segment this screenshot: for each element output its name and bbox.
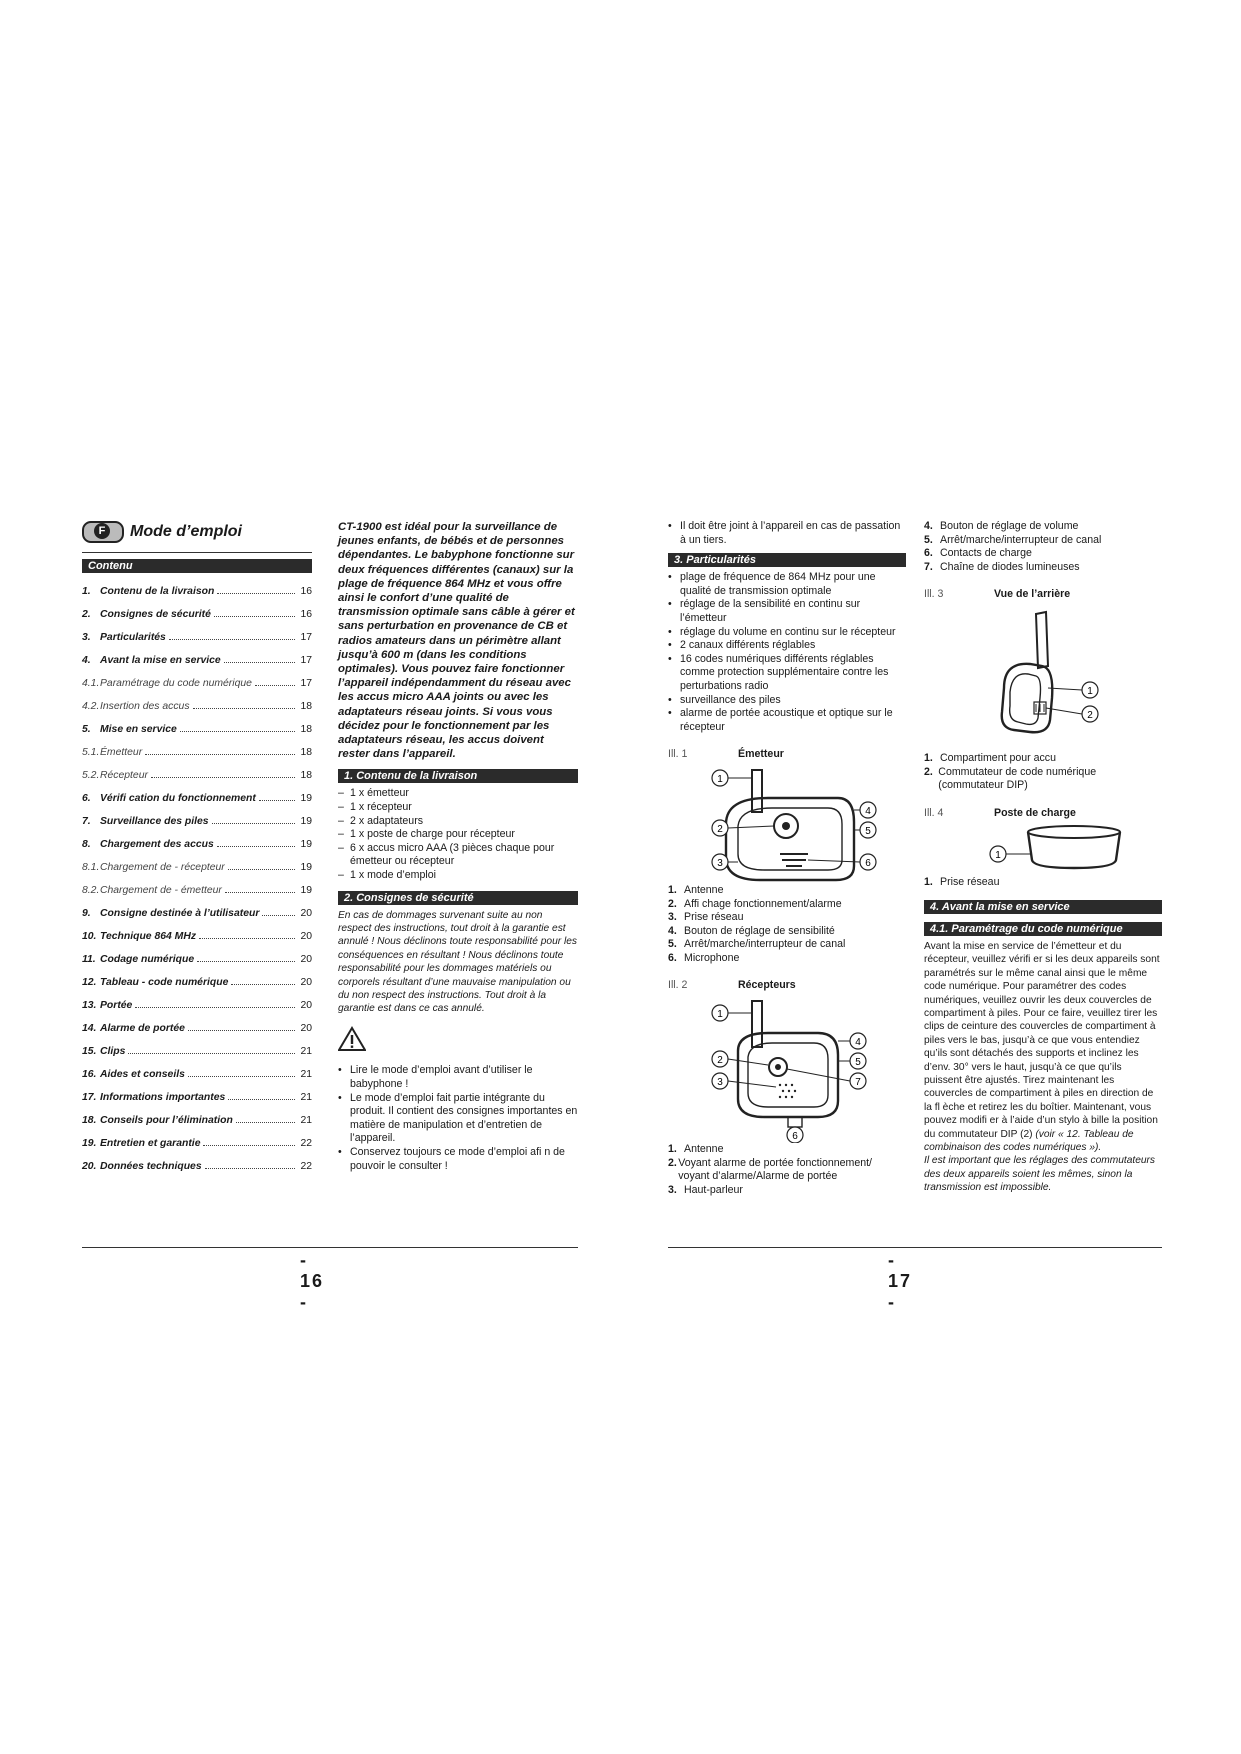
legend-number: 1. bbox=[668, 1143, 677, 1156]
toc-number: 10. bbox=[82, 931, 97, 942]
section41-heading: 4.1. Paramétrage du code numérique bbox=[924, 922, 1162, 936]
list-item: – 6 x accus micro AAA (3 pièces chaque pour émetteur ou récepteur bbox=[338, 842, 578, 869]
list-item: – 1 x récepteur bbox=[338, 801, 578, 815]
toc-page-number: 19 bbox=[300, 885, 312, 896]
toc-leader-dots bbox=[225, 892, 295, 893]
toc-number: 5.1. bbox=[82, 747, 100, 758]
toc-number: 18. bbox=[82, 1115, 97, 1126]
toc-number: 8.1. bbox=[82, 862, 100, 873]
toc-page-number: 20 bbox=[300, 1023, 312, 1034]
language-badge-icon bbox=[82, 521, 124, 543]
svg-text:3: 3 bbox=[717, 1077, 723, 1089]
toc-leader-dots bbox=[217, 593, 295, 594]
legend-item bbox=[924, 876, 1162, 890]
toc-leader-dots bbox=[262, 915, 295, 916]
section1-heading: 1. Contenu de la livraison bbox=[338, 769, 578, 783]
svg-text:6: 6 bbox=[792, 1131, 798, 1143]
digital-code-text bbox=[924, 940, 1162, 1195]
fig3-title: Vue de l’arrière bbox=[994, 588, 1071, 601]
fig1-title: Émetteur bbox=[738, 748, 784, 761]
toc-number: 11. bbox=[82, 954, 96, 965]
toc-row bbox=[82, 723, 312, 746]
toc-page-number: 17 bbox=[300, 655, 312, 666]
legend-text: Antenne bbox=[684, 1143, 724, 1156]
svg-text:6: 6 bbox=[865, 857, 871, 869]
manual-header bbox=[82, 520, 312, 544]
legend-number: 6. bbox=[668, 951, 677, 964]
toc-row bbox=[82, 1045, 312, 1068]
legend-text: Affi chage fonctionnement/alarme bbox=[684, 897, 842, 910]
toc-page-number: 21 bbox=[300, 1069, 312, 1080]
fig2-title: Récepteurs bbox=[738, 979, 796, 992]
legend-item bbox=[924, 547, 1162, 561]
section2-heading: 2. Consignes de sécurité bbox=[338, 891, 578, 905]
toc-row bbox=[82, 1160, 312, 1183]
toc-number: 2. bbox=[82, 609, 91, 620]
legend-text: Prise réseau bbox=[940, 876, 1000, 889]
toc-row bbox=[82, 746, 312, 769]
fig4-legend bbox=[924, 876, 1162, 890]
legend-text: Commutateur de code numérique (commutateur DIP) bbox=[938, 765, 1097, 792]
charging-station-illustration bbox=[924, 820, 1162, 876]
toc-page-number: 18 bbox=[300, 747, 312, 758]
toc-page-number: 17 bbox=[300, 632, 312, 643]
toc-page-number: 19 bbox=[300, 862, 312, 873]
legend-text: Bouton de réglage de volume bbox=[940, 520, 1079, 532]
toc-number: 4.1. bbox=[82, 678, 100, 689]
toc-row bbox=[82, 930, 312, 953]
digital-code-note: Il est important que les réglages des commutateurs des deux appareils soient les mêmes, sinon la transmission est impossible. bbox=[924, 1155, 1156, 1194]
toc-number: 6. bbox=[82, 793, 91, 804]
list-item: • alarme de portée acoustique et optique sur le récepteur bbox=[668, 707, 906, 734]
toc-title: Consigne destinée à l’utilisateur bbox=[100, 908, 260, 919]
legend-text: Chaîne de diodes lumineuses bbox=[940, 560, 1080, 573]
fig1-label: Ill. 1 bbox=[668, 748, 688, 761]
toc-row bbox=[82, 861, 312, 884]
toc-page-number: 22 bbox=[300, 1138, 312, 1149]
toc-title: Entretien et garantie bbox=[100, 1138, 201, 1149]
toc-title: Aides et conseils bbox=[100, 1069, 185, 1080]
toc-title: Vérifi cation du fonctionnement bbox=[100, 793, 256, 804]
toc-title: Récepteur bbox=[100, 770, 148, 781]
toc-row bbox=[82, 815, 312, 838]
digital-code-reference: (voir « 12. Tableau de combinaison des codes numériques »). bbox=[924, 1128, 1134, 1154]
toc-row bbox=[82, 608, 312, 631]
manual-title: Mode d’emploi bbox=[130, 523, 242, 541]
legend-number: 2. bbox=[668, 1156, 677, 1169]
legend-item bbox=[668, 952, 906, 966]
svg-text:1: 1 bbox=[1087, 685, 1093, 697]
intro-column bbox=[338, 520, 578, 1173]
toc-leader-dots bbox=[197, 961, 295, 962]
toc-title: Particularités bbox=[100, 632, 166, 643]
toc-leader-dots bbox=[180, 731, 295, 732]
toc-title: Avant la mise en service bbox=[100, 655, 221, 666]
legend-text: Microphone bbox=[684, 951, 740, 964]
fig2-legend bbox=[668, 1143, 906, 1197]
toc-title: Portée bbox=[100, 1000, 133, 1011]
toc-leader-dots bbox=[193, 708, 295, 709]
fig1-legend bbox=[668, 884, 906, 966]
svg-text:1: 1 bbox=[995, 850, 1001, 862]
toc-number: 15. bbox=[82, 1046, 97, 1057]
toc-column bbox=[82, 520, 312, 1183]
fig2-label: Ill. 2 bbox=[668, 979, 688, 992]
fig1-header bbox=[668, 748, 906, 762]
fig2-header bbox=[668, 979, 906, 993]
toc-page-number: 20 bbox=[300, 931, 312, 942]
list-item: – 1 x émetteur bbox=[338, 787, 578, 801]
list-item: • 2 canaux différents réglables bbox=[668, 639, 906, 653]
legend-text: Compartiment pour accu bbox=[940, 751, 1056, 764]
header-divider bbox=[82, 552, 312, 553]
toc-title: Technique 864 MHz bbox=[100, 931, 197, 942]
toc-leader-dots bbox=[188, 1030, 295, 1031]
toc-row bbox=[82, 999, 312, 1022]
toc-leader-dots bbox=[236, 1122, 295, 1123]
fig2-legend-continued bbox=[924, 520, 1162, 574]
list-item: – 1 x poste de charge pour récepteur bbox=[338, 828, 578, 842]
toc-row bbox=[82, 976, 312, 999]
section4-heading: 4. Avant la mise en service bbox=[924, 900, 1162, 914]
legend-text: Antenne bbox=[684, 883, 724, 896]
legend-item bbox=[668, 938, 906, 952]
toc-number: 7. bbox=[82, 816, 91, 827]
toc-title: Insertion des accus bbox=[100, 701, 190, 712]
toc-row bbox=[82, 884, 312, 907]
section3-heading: 3. Particularités bbox=[668, 553, 906, 567]
toc-number: 8.2. bbox=[82, 885, 100, 896]
legend-text: Arrêt/marche/interrupteur de canal bbox=[684, 938, 846, 951]
legend-item bbox=[924, 752, 1162, 766]
legend-item bbox=[668, 884, 906, 898]
toc-title: Chargement des accus bbox=[100, 839, 214, 850]
transmitter-illustration bbox=[668, 762, 906, 884]
toc-page-number: 18 bbox=[300, 701, 312, 712]
toc-page-number: 17 bbox=[300, 678, 312, 689]
legend-number: 2. bbox=[668, 897, 677, 910]
legend-number: 1. bbox=[668, 883, 677, 896]
features-list bbox=[668, 571, 906, 734]
svg-text:4: 4 bbox=[855, 1037, 861, 1049]
svg-text:2: 2 bbox=[717, 823, 723, 835]
toc-row bbox=[82, 1114, 312, 1137]
toc-row bbox=[82, 654, 312, 677]
toc-number: 5. bbox=[82, 724, 91, 735]
toc-leader-dots bbox=[224, 662, 295, 663]
toc-leader-dots bbox=[145, 754, 295, 755]
legend-number: 2. bbox=[924, 765, 933, 778]
toc-leader-dots bbox=[228, 1099, 295, 1100]
fig3-legend bbox=[924, 752, 1162, 793]
legend-item bbox=[668, 898, 906, 912]
toc-leader-dots bbox=[214, 616, 295, 617]
toc-page-number: 19 bbox=[300, 839, 312, 850]
toc-number: 5.2. bbox=[82, 770, 100, 781]
legend-item bbox=[668, 925, 906, 939]
toc-row bbox=[82, 792, 312, 815]
toc-leader-dots bbox=[255, 685, 295, 686]
toc-page-number: 20 bbox=[300, 908, 312, 919]
toc-leader-dots bbox=[135, 1007, 295, 1008]
toc-title: Conseils pour l’élimination bbox=[100, 1115, 233, 1126]
toc-number: 19. bbox=[82, 1138, 97, 1149]
toc-number: 9. bbox=[82, 908, 91, 919]
toc-page-number: 19 bbox=[300, 793, 312, 804]
toc-leader-dots bbox=[228, 869, 295, 870]
toc-leader-dots bbox=[212, 823, 295, 824]
fig4-header bbox=[924, 807, 1162, 821]
svg-text:1: 1 bbox=[717, 1009, 723, 1021]
page-number-16: - 16 - bbox=[300, 1250, 325, 1312]
legend-number: 5. bbox=[668, 938, 677, 951]
svg-text:1: 1 bbox=[717, 773, 723, 785]
features-column bbox=[668, 520, 906, 1197]
language-badge-letter: F bbox=[94, 523, 110, 539]
list-item: • Le mode d’emploi fait partie intégrante du produit. Il contient des consignes importantes en matière de manipulation et d’entretien de l’appareil. bbox=[338, 1092, 578, 1146]
toc-row bbox=[82, 1022, 312, 1045]
list-item: • 16 codes numériques différents réglables comme protection supplémentaire contre les perturbations radio bbox=[668, 653, 906, 694]
legend-number: 4. bbox=[924, 520, 933, 532]
svg-text:5: 5 bbox=[855, 1057, 861, 1069]
warning-icon bbox=[338, 1026, 578, 1057]
legend-number: 4. bbox=[668, 924, 677, 937]
safety-bullets bbox=[338, 1064, 578, 1173]
toc-title: Consignes de sécurité bbox=[100, 609, 211, 620]
left-footer-line bbox=[82, 1247, 578, 1248]
toc-row bbox=[82, 953, 312, 976]
toc-number: 14. bbox=[82, 1023, 97, 1034]
list-item: • Conservez toujours ce mode d’emploi afi n de pouvoir le consulter ! bbox=[338, 1146, 578, 1173]
fig3-label: Ill. 3 bbox=[924, 588, 944, 601]
right-footer-line bbox=[668, 1247, 1162, 1248]
toc-page-number: 16 bbox=[300, 609, 312, 620]
toc-page-number: 21 bbox=[300, 1115, 312, 1126]
list-item: – 1 x mode d’emploi bbox=[338, 869, 578, 883]
toc-page-number: 18 bbox=[300, 770, 312, 781]
toc-leader-dots bbox=[203, 1145, 295, 1146]
toc-title: Paramétrage du code numérique bbox=[100, 678, 252, 689]
legend-item bbox=[924, 766, 1162, 793]
toc-title: Données techniques bbox=[100, 1161, 202, 1172]
svg-text:5: 5 bbox=[865, 825, 871, 837]
legend-number: 3. bbox=[668, 1183, 677, 1196]
toc-page-number: 20 bbox=[300, 1000, 312, 1011]
toc-row bbox=[82, 700, 312, 723]
toc-row bbox=[82, 1091, 312, 1114]
toc-row bbox=[82, 677, 312, 700]
list-item: • réglage de la sensibilité en continu sur l’émetteur bbox=[668, 598, 906, 625]
toc-leader-dots bbox=[169, 639, 295, 640]
legend-item bbox=[668, 1184, 906, 1198]
toc-leader-dots bbox=[231, 984, 295, 985]
toc-leader-dots bbox=[151, 777, 295, 778]
list-item: • surveillance des piles bbox=[668, 694, 906, 708]
toc-title: Émetteur bbox=[100, 747, 143, 758]
fig4-label: Ill. 4 bbox=[924, 806, 944, 819]
toc-title: Clips bbox=[100, 1046, 126, 1057]
svg-text:2: 2 bbox=[1087, 709, 1093, 721]
legend-text: Voyant alarme de portée fonctionnement/ voyant d’alarme/Alarme de portée bbox=[678, 1156, 873, 1183]
safety-text: En cas de dommages survenant suite au non respect des instructions, tout droit à la garantie est annulé ! Nous déclinons toute responsabilité pour les conséquences en résultant ! Nous déclinons toute responsabilité pour les dommages matériels ou corporels résultant d’une mauvaise manipulation ou du non respect des instructions. Tout droit à la garantie est dans ce cas annulé. bbox=[338, 909, 577, 1015]
toc-row bbox=[82, 838, 312, 861]
toc-leader-dots bbox=[217, 846, 295, 847]
toc-title: Chargement de - émetteur bbox=[100, 885, 222, 896]
toc-number: 17. bbox=[82, 1092, 97, 1103]
legend-item bbox=[924, 534, 1162, 548]
legend-item bbox=[668, 911, 906, 925]
toc-page-number: 21 bbox=[300, 1092, 312, 1103]
toc-heading: Contenu bbox=[82, 559, 312, 573]
svg-text:7: 7 bbox=[855, 1077, 861, 1089]
list-item: – 2 x adaptateurs bbox=[338, 815, 578, 829]
legend-text: Haut-parleur bbox=[684, 1183, 743, 1196]
toc-title: Chargement de - récepteur bbox=[100, 862, 225, 873]
svg-text:2: 2 bbox=[717, 1055, 723, 1067]
legend-text: Prise réseau bbox=[684, 911, 744, 924]
toc-row bbox=[82, 631, 312, 654]
legend-text: Arrêt/marche/interrupteur de canal bbox=[940, 533, 1102, 546]
fig4-title: Poste de charge bbox=[994, 806, 1076, 819]
legend-number: 6. bbox=[924, 547, 933, 560]
handover-bullet: • Il doit être joint à l’appareil en cas de passation à un tiers. bbox=[668, 520, 906, 547]
toc-title: Tableau - code numérique bbox=[100, 977, 229, 988]
toc-title: Alarme de portée bbox=[100, 1023, 185, 1034]
page-number-17: - 17 - bbox=[888, 1250, 913, 1312]
toc-number: 20. bbox=[82, 1161, 97, 1172]
legend-item bbox=[924, 561, 1162, 575]
legend-item bbox=[668, 1143, 906, 1157]
legend-text: Bouton de réglage de sensibilité bbox=[684, 924, 835, 937]
toc-list bbox=[82, 585, 312, 1183]
legend-number: 3. bbox=[668, 911, 677, 924]
toc-number: 4.2. bbox=[82, 701, 100, 712]
legend-item bbox=[924, 520, 1162, 534]
toc-page-number: 22 bbox=[300, 1161, 312, 1172]
list-item: • plage de fréquence de 864 MHz pour une qualité de transmission optimale bbox=[668, 571, 906, 598]
digital-code-instructions: Avant la mise en service de l’émetteur et du récepteur, veuillez vérifi er si les deux appareils sont paramétrés sur le même canal ainsi que le même code numérique. Pour paramétrer des codes numériques, veuillez ouvrir les deux couvercles de compartiment à piles. Pour ce faire, veuillez tirer les clips de ceinture des couvercles de compartiment à piles vers le bas, jusqu’à ce que vous entendiez qu’ils sont détachés des supports et inclinez les d’env. 30° vers le haut, jusqu’à ce que qu’ils puissent être ajustés. Tirez maintenant les couvercles de compartiment à piles en direction de la fl èche et retirez les du boîtier. Maintenant, vous pouvez modifi er à l’aide d’un stylo à bille la position du commutateur DIP (2) bbox=[924, 940, 1160, 1140]
legend-number: 7. bbox=[924, 560, 933, 573]
toc-title: Mise en service bbox=[100, 724, 177, 735]
legend-number: 1. bbox=[924, 751, 933, 764]
list-item: • Lire le mode d’emploi avant d’utiliser le babyphone ! bbox=[338, 1064, 578, 1091]
receiver-illustration bbox=[668, 993, 906, 1143]
toc-leader-dots bbox=[128, 1053, 295, 1054]
toc-page-number: 16 bbox=[300, 586, 312, 597]
toc-row bbox=[82, 907, 312, 930]
rear-view-illustration bbox=[924, 602, 1162, 752]
toc-title: Contenu de la livraison bbox=[100, 586, 215, 597]
legend-number: 5. bbox=[924, 533, 933, 546]
toc-title: Informations importantes bbox=[100, 1092, 226, 1103]
toc-page-number: 20 bbox=[300, 977, 312, 988]
toc-leader-dots bbox=[188, 1076, 295, 1077]
legend-number: 1. bbox=[924, 876, 933, 889]
toc-number: 3. bbox=[82, 632, 91, 643]
toc-number: 16. bbox=[82, 1069, 97, 1080]
toc-number: 8. bbox=[82, 839, 91, 850]
toc-leader-dots bbox=[199, 938, 295, 939]
toc-row bbox=[82, 1137, 312, 1160]
toc-page-number: 20 bbox=[300, 954, 312, 965]
list-item: • réglage du volume en continu sur le récepteur bbox=[668, 626, 906, 640]
svg-text:3: 3 bbox=[717, 857, 723, 869]
toc-title: Surveillance des piles bbox=[100, 816, 209, 827]
toc-number: 13. bbox=[82, 1000, 97, 1011]
toc-leader-dots bbox=[259, 800, 295, 801]
toc-page-number: 21 bbox=[300, 1046, 312, 1057]
toc-number: 4. bbox=[82, 655, 91, 666]
toc-leader-dots bbox=[205, 1168, 295, 1169]
toc-page-number: 19 bbox=[300, 816, 312, 827]
fig3-header bbox=[924, 588, 1162, 602]
toc-row bbox=[82, 585, 312, 608]
toc-title: Codage numérique bbox=[100, 954, 195, 965]
setup-column bbox=[924, 520, 1162, 1195]
legend-text: Contacts de charge bbox=[940, 547, 1032, 560]
legend-item bbox=[668, 1157, 906, 1184]
intro-text: CT-1900 est idéal pour la surveillance de jeunes enfants, de bébés et de personnes dépendantes. Le babyphone fonctionne sur deux fréquences différentes (canaux) sur la plage de fréquence 864 MHz et vous offre ainsi le confort d’une qualité de transmission optimale sans câble à gérer et sans perturbation en provenance de CB et radios amateurs dans un périmètre allant jusqu’à 600 m (dans les conditions optimales). Vous pouvez faire fonctionner l’appareil indépendamment du réseau avec les accus micro AAA joints ou avec les adaptateurs réseau joints. Si vous vous décidez pour le fonctionnement par les adaptateurs réseau, les accus doivent rester dans l’appareil. bbox=[338, 521, 575, 761]
toc-row bbox=[82, 769, 312, 792]
toc-number: 12. bbox=[82, 977, 97, 988]
delivery-list bbox=[338, 787, 578, 882]
toc-page-number: 18 bbox=[300, 724, 312, 735]
toc-number: 1. bbox=[82, 586, 91, 597]
svg-text:4: 4 bbox=[865, 805, 871, 817]
toc-row bbox=[82, 1068, 312, 1091]
